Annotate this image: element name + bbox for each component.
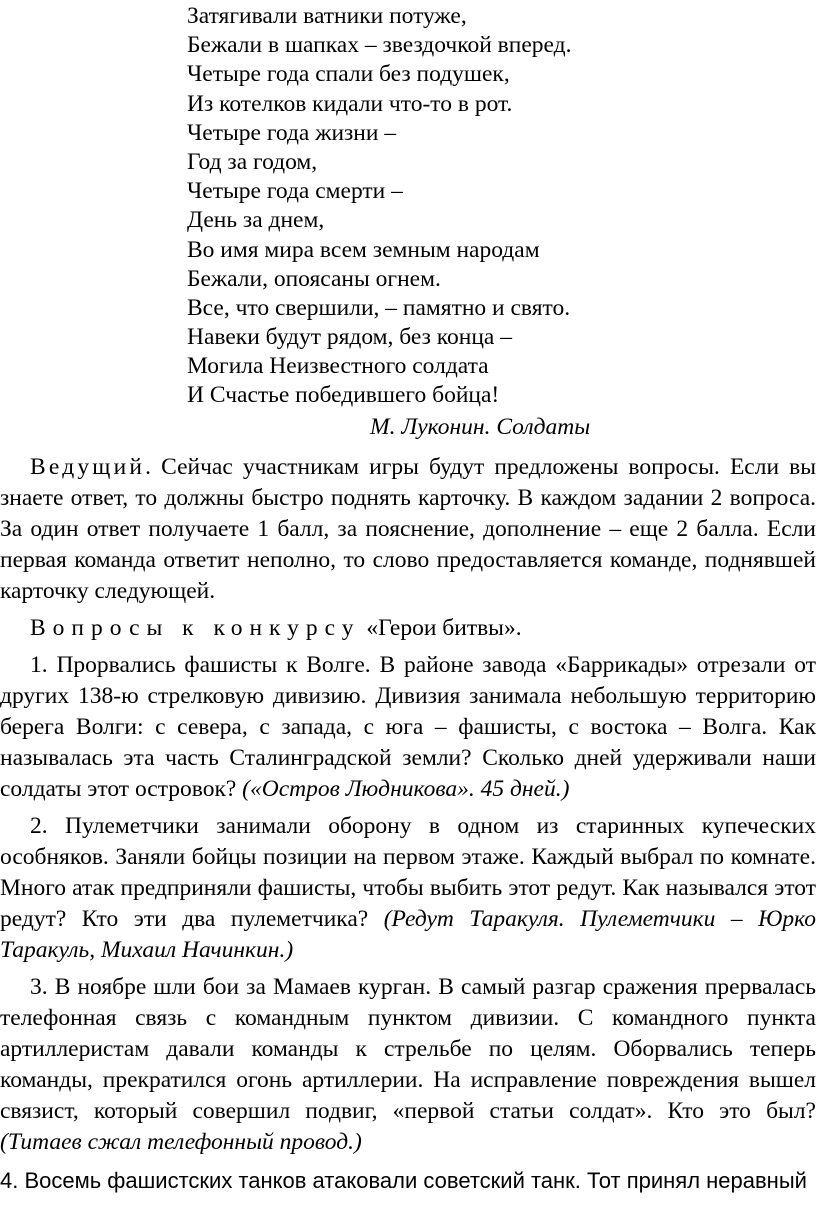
contest-title: «Герои битвы». — [360, 615, 522, 641]
poem-attribution: М. Луконин. Солдаты — [370, 414, 591, 440]
poem-line: Могила Неизвестного солдата — [187, 353, 489, 380]
poem-line: Во имя мира всем земным народам — [187, 236, 540, 263]
host-text: . Сейчас участникам игры будут предложены вопросы. Если вы знаете ответ, то должны быстро поднять карточку. В каждом задании 2 вопроса. За один ответ получаете 1 балл, за пояснение, дополнение – еще 2 балла. Если первая команда ответит неполно, то слово предоставляется команде, поднявшей карточку следующей. — [0, 454, 816, 604]
contest-label: Вопросы к конкурсу — [30, 615, 361, 641]
host-paragraph — [0, 452, 816, 607]
poem-line: День за днем, — [187, 207, 325, 234]
question-answer: (Редут Таракуля. Пулеметчики – Юрко Таракуль, Михаил Начинкин.) — [0, 906, 816, 963]
document-body — [0, 452, 816, 1197]
poem-line: Все, что свершили, – памятно и свято. — [187, 294, 571, 321]
question-text: 2. Пулеметчики занимали оборону в одном из старинных купеческих особняков. Заняли бойцы позиции на первом этаже. Каждый выбрал по комнате. Много атак предприняли фашисты, чтобы выбить этот редут. Как назывался этот редут? Кто эти два пулеметчика? — [0, 813, 816, 932]
contest-heading — [0, 613, 816, 644]
question-1 — [0, 650, 816, 805]
poem-line: Бежали, опоясаны огнем. — [187, 265, 441, 292]
poem-line: Из котелков кидали что-то в рот. — [187, 90, 513, 117]
question-text: 1. Прорвались фашисты к Волге. В районе завода «Баррикады» отрезали от других 138-ю стрелковую дивизию. Дивизия занимала небольшую территорию берега Волги: с севера, с запада, с юга – фашисты, с востока – Волга. Как называлась эта часть Сталинградской земли? Сколько дней удерживали наши солдаты этот островок? — [0, 652, 816, 802]
poem-line: Год за годом, — [187, 148, 318, 175]
poem-line: Четыре года смерти – — [187, 178, 403, 205]
poem-line: Четыре года жизни – — [187, 119, 397, 146]
question-text: 3. В ноябре шли бои за Мамаев курган. В самый разгар сражения прервалась телефонная связь с командным пунктом дивизии. С командного пункта артиллеристам давали команды к стрельбе по целям. Оборвались теперь команды, прекратился огонь артиллерии. На исправление повреждения вышел связист, который совершил подвиг, «первой статьи солдат». Кто это был? — [0, 974, 816, 1124]
poem-line: Четыре года спали без подушек, — [187, 61, 510, 88]
question-2 — [0, 811, 816, 966]
question-4-fragment: 4. Восемь фашистских танков атаковали советский танк. Тот принял неравный — [0, 1168, 807, 1193]
poem-line: И Счастье победившего бойца! — [187, 382, 500, 409]
poem-line: Навеки будут рядом, без конца – — [187, 324, 512, 351]
question-answer: (Титаев сжал телефонный провод.) — [0, 1129, 362, 1155]
question-answer: («Остров Людникова». 45 дней.) — [242, 776, 570, 802]
host-label: Ведущий — [30, 454, 146, 480]
poem — [187, 2, 787, 411]
question-3 — [0, 972, 816, 1158]
poem-line: Бежали в шапках – звездочкой вперед. — [187, 32, 572, 59]
poem-line: Затягивали ватники потуже, — [187, 3, 467, 29]
